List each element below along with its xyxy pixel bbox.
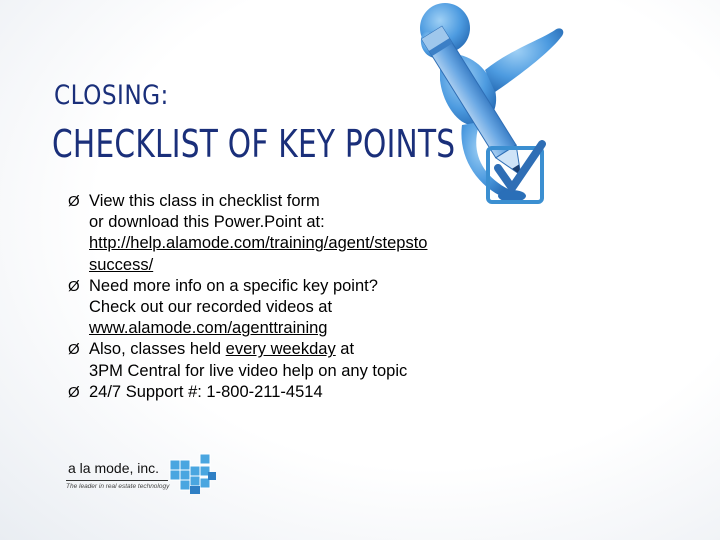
bullet-item — [68, 191, 478, 276]
bullet-arrow-icon: Ø — [68, 341, 80, 359]
bullet-item — [68, 276, 478, 340]
logo-divider — [66, 480, 168, 481]
bullet-text: Also, classes held — [89, 340, 226, 359]
bullet-text: or download this Power.Point at: — [89, 213, 325, 232]
bullet-arrow-icon: Ø — [68, 277, 80, 295]
bullet-text: 24/7 Support #: 1-800-211-4514 — [89, 382, 323, 401]
bullet-text: Check out our recorded videos at — [89, 298, 333, 317]
bullet-item — [68, 339, 478, 381]
slide-title: CHECKLIST OF KEY POINTS — [52, 122, 456, 166]
bullet-item — [68, 382, 478, 403]
logo-tagline: The leader in real estate technology — [66, 483, 170, 490]
logo-cubes-icon — [168, 452, 218, 496]
bullet-arrow-icon: Ø — [68, 193, 80, 210]
agent-training-link[interactable]: www.alamode.com/agenttraining — [89, 319, 328, 338]
bullet-emphasis: every weekday — [225, 340, 336, 359]
company-logo — [60, 450, 220, 500]
bullet-text: 3PM Central for live video help on any topic — [89, 361, 408, 380]
bullet-arrow-icon: Ø — [68, 383, 80, 401]
checkmark-box-icon — [484, 140, 548, 206]
bullet-text: Need more info on a specific key point? — [89, 276, 378, 295]
bullet-text: at — [335, 340, 355, 359]
bullet-list — [68, 191, 478, 403]
logo-name: a la mode, inc. — [68, 460, 160, 476]
bullet-text: View this class in checklist form — [89, 192, 320, 210]
slide-subtitle: CLOSING: — [54, 80, 169, 111]
powerpoint-link[interactable]: http://help.alamode.com/training/agent/stepsto success/ — [89, 234, 428, 274]
